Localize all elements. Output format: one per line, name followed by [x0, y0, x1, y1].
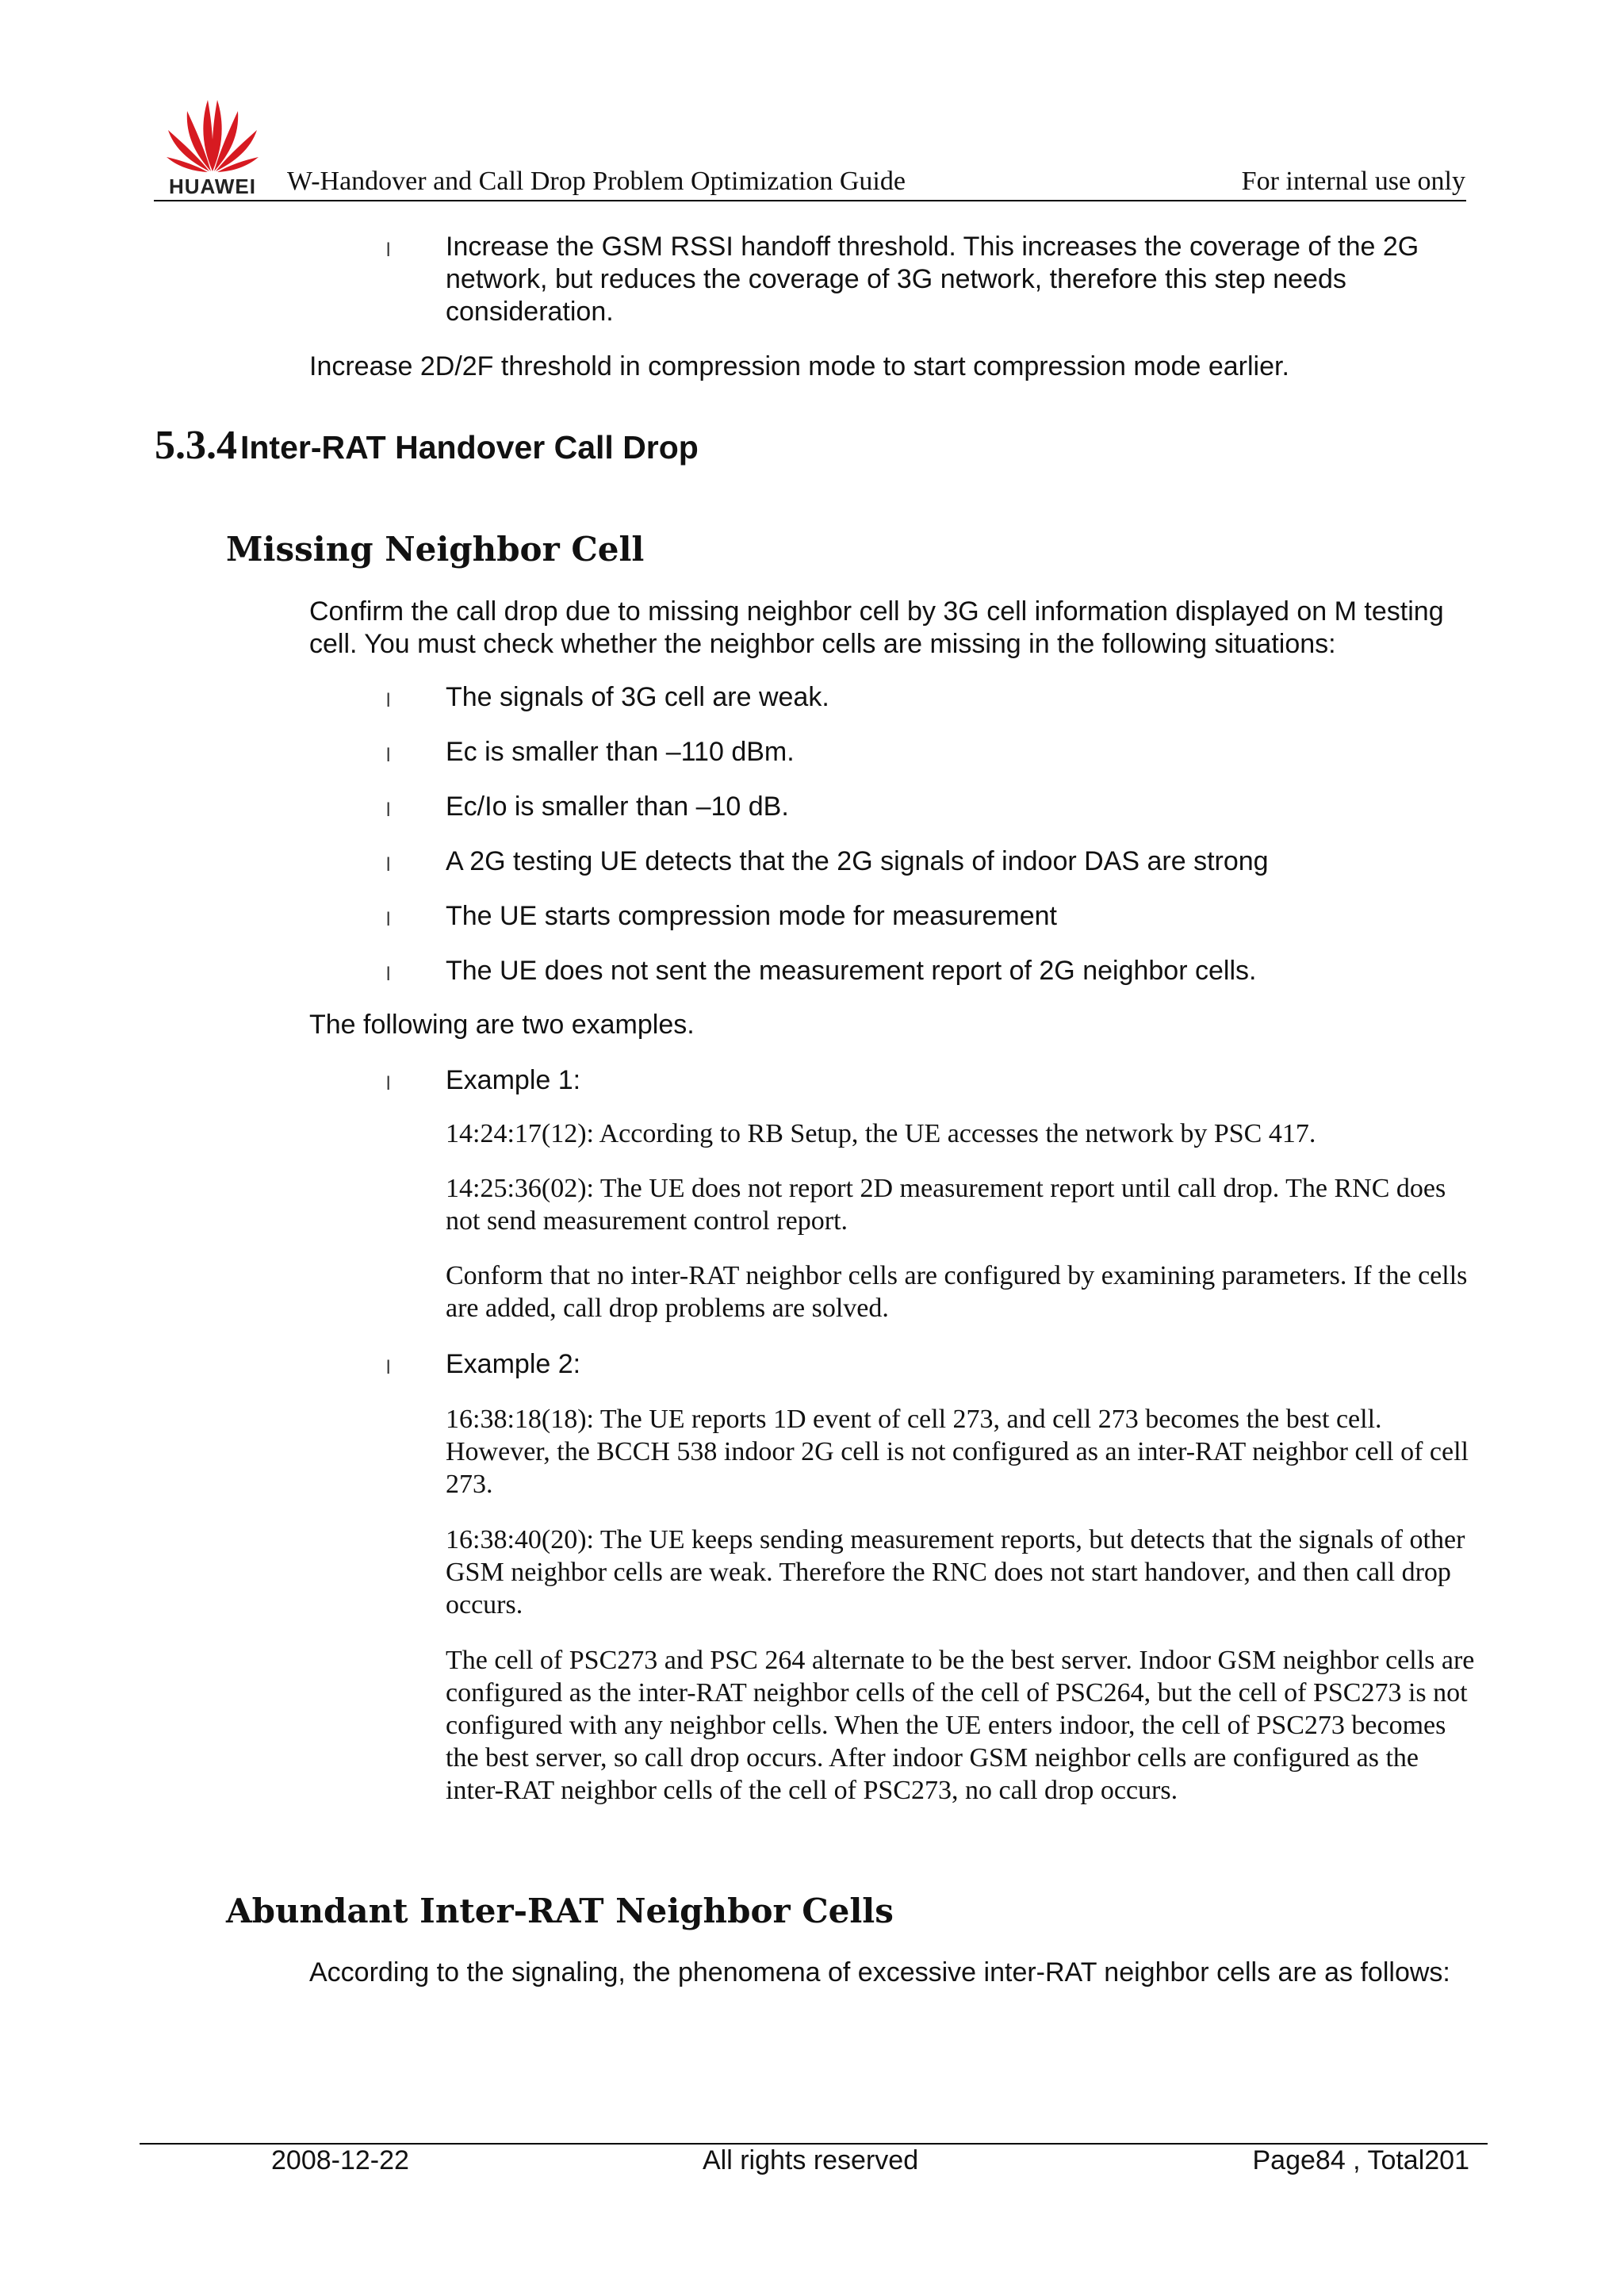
huawei-petal-icon — [163, 94, 262, 173]
bullet-marker: l — [386, 1073, 391, 1094]
section-heading — [155, 422, 699, 469]
bullet-marker: l — [386, 745, 391, 766]
example-2-paragraph: 16:38:18(18): The UE reports 1D event of cell 273, and cell 273 becomes the best cell. However, the BCCH 538 indoor 2G cell is not configured as an inter-RAT neighbor cell of cell 273. — [446, 1405, 1469, 1499]
situation-item: Ec is smaller than –110 dBm. — [446, 737, 795, 767]
example-2-paragraph: 16:38:40(20): The UE keeps sending measurement reports, but detects that the signals of other GSM neighbor cells are weak. Therefore the RNC does not start handover, and then call drop occurs. — [446, 1525, 1465, 1619]
header-rule — [154, 200, 1466, 201]
missing-neighbor-heading: Missing Neighbor Cell — [226, 530, 645, 569]
situation-item: Ec/Io is smaller than –10 dB. — [446, 792, 789, 822]
abundant-paragraph: According to the signaling, the phenomena of excessive inter-RAT neighbor cells are as follows: — [309, 1957, 1450, 1987]
situation-item: A 2G testing UE detects that the 2G signals of indoor DAS are strong — [446, 846, 1269, 876]
bullet-marker: l — [386, 240, 391, 261]
situation-item: The UE does not sent the measurement report of 2G neighbor cells. — [446, 956, 1257, 986]
section-title: Inter-RAT Handover Call Drop — [240, 429, 699, 466]
situation-item: The signals of 3G cell are weak. — [446, 682, 829, 712]
bullet-marker: l — [386, 909, 391, 930]
footer-rule — [140, 2143, 1488, 2145]
situation-item: The UE starts compression mode for measurement — [446, 901, 1057, 931]
footer-rights: All rights reserved — [703, 2145, 919, 2175]
bullet-marker: l — [386, 799, 391, 821]
header-title: W-Handover and Call Drop Problem Optimization Guide — [287, 167, 906, 196]
example-1-paragraph: 14:25:36(02): The UE does not report 2D measurement report until call drop. The RNC does not send measurement control report. — [446, 1174, 1446, 1236]
huawei-logo — [157, 94, 268, 197]
header-classification: For internal use only — [1241, 167, 1465, 196]
logo-text: HUAWEI — [169, 174, 256, 198]
example-2-paragraph: The cell of PSC273 and PSC 264 alternate to be the best server. Indoor GSM neighbor cells are configured as the inter-RAT neighbor cells of the cell of PSC264, but the cell of PSC273 is not configured with any neighbor cells. When the UE enters indoor, the cell of PSC273 becomes the best server, so call drop occurs. After indoor GSM neighbor cells are configured as the inter-RAT neighbor cells of the cell of PSC273, no call drop occurs. — [446, 1646, 1475, 1805]
bullet-marker: l — [386, 690, 391, 711]
bullet-marker: l — [386, 854, 391, 876]
example-2-label: Example 2: — [446, 1349, 581, 1379]
section-number: 5.3.4 — [155, 423, 237, 468]
footer-date: 2008-12-22 — [271, 2145, 409, 2175]
intro-bullet-text: Increase the GSM RSSI handoff threshold. This increases the coverage of the 2G network, but reduces the coverage of 3G network, therefore this step needs consideration. — [446, 232, 1419, 327]
bullet-marker: l — [386, 1357, 391, 1378]
examples-intro: The following are two examples. — [309, 1010, 695, 1040]
example-1-label: Example 1: — [446, 1065, 581, 1095]
example-1-paragraph: Conform that no inter-RAT neighbor cells are configured by examining parameters. If the cells are added, call drop problems are solved. — [446, 1261, 1468, 1323]
bullet-marker: l — [386, 964, 391, 985]
missing-paragraph: Confirm the call drop due to missing neighbor cell by 3G cell information displayed on M testing cell. You must check whether the neighbor cells are missing in the following situations: — [309, 596, 1444, 659]
footer-page-number: Page84 , Total201 — [1252, 2145, 1469, 2175]
example-1-paragraph: 14:24:17(12): According to RB Setup, the UE accesses the network by PSC 417. — [446, 1119, 1316, 1148]
intro-paragraph: Increase 2D/2F threshold in compression mode to start compression mode earlier. — [309, 351, 1289, 381]
abundant-neighbor-heading: Abundant Inter-RAT Neighbor Cells — [226, 1892, 894, 1930]
